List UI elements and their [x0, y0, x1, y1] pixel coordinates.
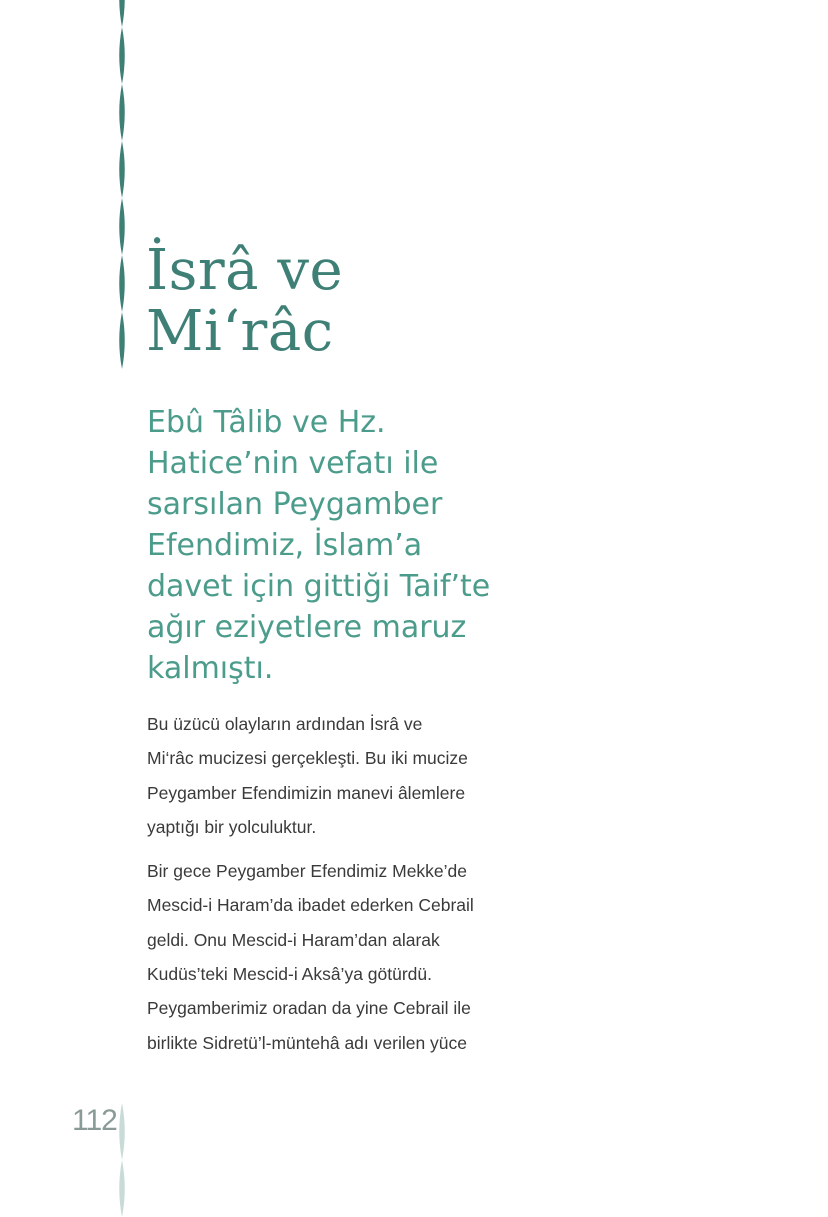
- body-line: Mescid-i Haram’da ibadet ederken Cebrail: [147, 895, 474, 916]
- body-text: [147, 707, 527, 1070]
- intro-line: davet için gittiği Taif’te: [147, 569, 491, 604]
- body-line: geldi. Onu Mescid-i Haram’dan alarak: [147, 929, 440, 950]
- body-line: Mi‘râc mucizesi gerçekleşti. Bu iki mucize: [147, 748, 468, 769]
- body-line: Peygamber Efendimizin manevi âlemlere: [147, 782, 466, 803]
- intro-line: kalmıştı.: [147, 651, 274, 686]
- decorative-wave-line: [112, 0, 132, 372]
- body-paragraph: [147, 854, 527, 1060]
- body-line: Kudüs’teki Mescid-i Aksâ’ya götürdü.: [147, 964, 432, 985]
- body-line: Peygamberimiz oradan da yine Cebrail ile: [147, 998, 471, 1019]
- wave-segment: [119, 1160, 125, 1217]
- wave-segment: [119, 1103, 125, 1160]
- title-line: Mi‘râc: [146, 299, 334, 364]
- wave-segment: [119, 312, 125, 369]
- body-line: Bu üzücü olayların ardından İsrâ ve: [147, 714, 423, 734]
- intro-line: Ebû Tâlib ve Hz.: [147, 405, 386, 440]
- intro-line: Efendimiz, İslam’a: [147, 528, 423, 563]
- intro-paragraph: [147, 402, 490, 689]
- body-line: yaptığı bir yolculuktur.: [147, 816, 317, 837]
- title-line: İsrâ ve: [146, 238, 344, 303]
- chapter-title: [146, 240, 343, 362]
- body-line: Bir gece Peygamber Efendimiz Mekke’de: [147, 861, 468, 882]
- body-line: birlikte Sidretü’l-müntehâ adı verilen yüce: [147, 1032, 468, 1053]
- intro-line: sarsılan Peygamber: [147, 487, 443, 522]
- wave-segment: [119, 27, 125, 84]
- wave-segment: [119, 255, 125, 312]
- page-number: 112: [72, 1104, 117, 1137]
- wave-segment: [119, 141, 125, 198]
- wave-segment: [119, 0, 125, 27]
- wave-segment: [119, 198, 125, 255]
- intro-line: ağır eziyetlere maruz: [147, 610, 467, 645]
- body-paragraph: [147, 707, 527, 844]
- intro-line: Hatice’nin vefatı ile: [147, 446, 439, 481]
- wave-segment: [119, 84, 125, 141]
